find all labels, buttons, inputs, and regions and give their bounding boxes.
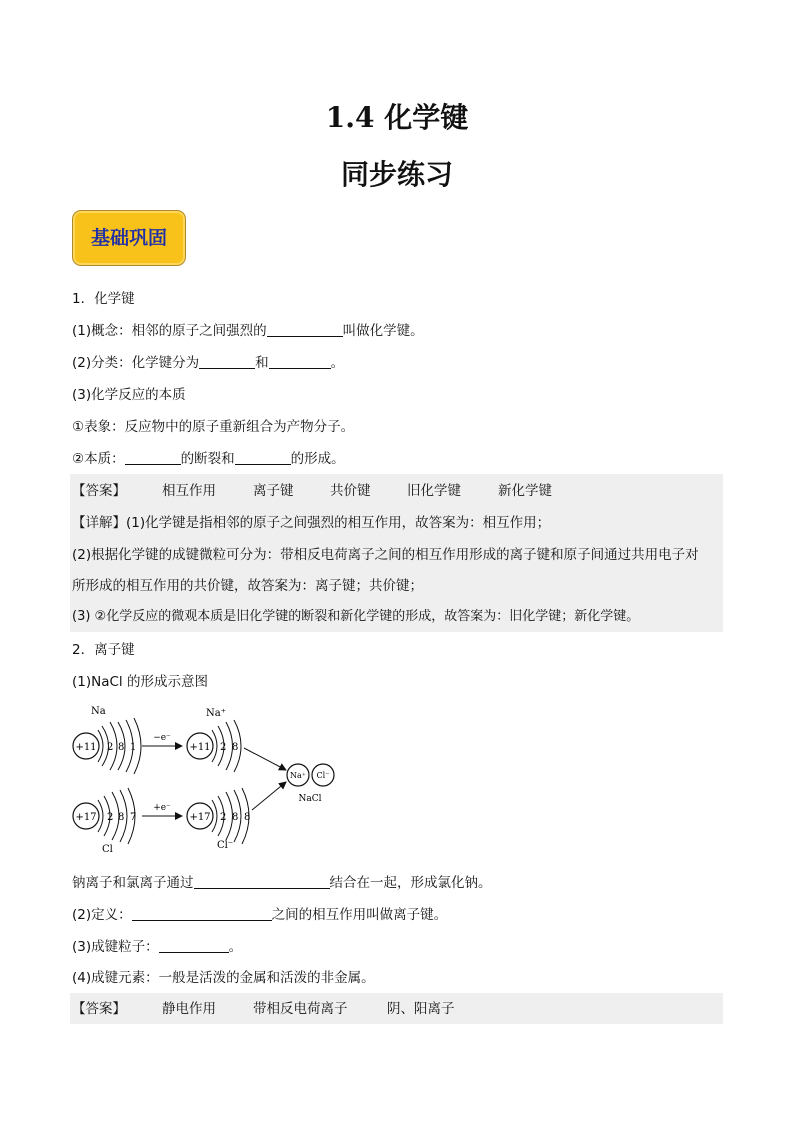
q1-heading: 1．化学键	[72, 291, 135, 307]
cl-ion-nucleus-charge: +17	[189, 812, 211, 823]
q1-detail-line: (3) ②化学反应的微观本质是旧化学键的断裂和新化学键的形成，故答案为：旧化学键；新化学键。	[72, 609, 640, 624]
fill-blank	[199, 354, 255, 369]
shell-count: 2	[220, 812, 227, 823]
page-subtitle: 同步练习	[340, 158, 453, 191]
fill-blank	[194, 874, 330, 889]
shell-count: 7	[130, 812, 137, 823]
shell-count: 2	[107, 812, 114, 823]
q2-heading: 2．离子键	[72, 642, 135, 658]
answer-label: 【答案】	[72, 1001, 126, 1017]
fill-blank	[132, 906, 272, 921]
q1-answer-row	[72, 482, 552, 500]
answer-item: 离子键	[253, 483, 294, 499]
section-badge-label: 基础巩固	[90, 227, 167, 249]
product-na-label: Na⁺	[290, 771, 306, 780]
q2-line-definition	[72, 906, 447, 924]
cl-nucleus-charge: +17	[75, 812, 97, 823]
shell-count: 1	[130, 742, 137, 753]
cl-atom-label: Cl	[102, 844, 113, 855]
q1-detail-line: (2)根据化学键的成键微粒可分为：带相反电荷离子之间的相互作用形成的离子键和原子间通过共用电子对	[72, 547, 699, 563]
q1-line-essence	[72, 450, 345, 468]
answer-item: 阴、阳离子	[387, 1001, 455, 1017]
shell-count: 8	[118, 812, 125, 823]
answer-item: 共价键	[330, 483, 371, 499]
q1-line-essence-heading: (3)化学反应的本质	[72, 387, 186, 403]
page-title: 1.4 化学键	[325, 101, 469, 134]
q2-line-elements: (4)成键元素：一般是活泼的金属和活泼的非金属。	[72, 970, 375, 986]
text: 之间的相互作用叫做离子键。	[271, 907, 448, 923]
cl-ion-label: Cl⁻	[217, 840, 234, 851]
text: 。	[228, 939, 243, 955]
shell-count: 2	[107, 742, 114, 753]
shell-count: 8	[232, 812, 239, 823]
shell-count: 2	[220, 742, 227, 753]
na-atom-label: Na	[91, 706, 106, 717]
gain-electron-label: +e⁻	[153, 803, 171, 813]
shell-count: 8	[244, 812, 251, 823]
text: 。	[330, 355, 345, 371]
fill-blank	[125, 450, 181, 465]
fill-blank	[159, 938, 229, 953]
lose-electron-label: −e⁻	[153, 733, 171, 743]
text: 叫做化学键。	[342, 323, 424, 339]
na-ion-nucleus-charge: +11	[189, 742, 211, 753]
na-ion-label: Na⁺	[206, 708, 226, 719]
text: (1)概念：相邻的原子之间强烈的	[72, 323, 267, 339]
answer-label: 【答案】	[72, 483, 126, 499]
text: 钠离子和氯离子通过	[72, 875, 194, 891]
q1-line-concept	[72, 322, 424, 340]
q2-line-diagram-caption: (1)NaCl 的形成示意图	[72, 674, 208, 690]
na-nucleus-charge: +11	[75, 742, 97, 753]
text: 结合在一起，形成氯化钠。	[329, 875, 492, 891]
text: (2)分类：化学键分为	[72, 355, 200, 371]
answer-item: 相互作用	[162, 483, 216, 499]
product-formula: NaCl	[298, 794, 322, 804]
answer-item: 旧化学键	[407, 483, 461, 499]
product-cl-label: Cl⁻	[316, 771, 330, 780]
text: (3)成键粒子：	[72, 939, 159, 955]
q1-line-appearance: ①表象：反应物中的原子重新组合为产物分子。	[72, 419, 355, 435]
fill-blank	[267, 322, 343, 337]
fill-blank	[269, 354, 331, 369]
q2-line-bonding	[72, 874, 492, 892]
nacl-formation-diagram	[60, 700, 360, 860]
q2-line-particles	[72, 938, 242, 956]
text: 的断裂和	[180, 451, 235, 467]
answer-item: 静电作用	[162, 1001, 216, 1017]
text: 和	[255, 355, 269, 371]
text: 的形成。	[290, 451, 345, 467]
answer-item: 带相反电荷离子	[253, 1001, 348, 1017]
q2-answer-row	[72, 1000, 455, 1018]
q1-detail-line: 【详解】(1)化学键是指相邻的原子之间强烈的相互作用，故答案为：相互作用；	[72, 515, 551, 531]
text: (2)定义：	[72, 907, 132, 923]
fill-blank	[235, 450, 291, 465]
text: ②本质：	[72, 451, 125, 467]
q1-line-classification	[72, 354, 344, 372]
shell-count: 8	[232, 742, 239, 753]
answer-item: 新化学键	[498, 483, 552, 499]
q1-detail-line: 所形成的相互作用的共价键，故答案为：离子键；共价键；	[72, 578, 423, 594]
section-badge	[72, 210, 186, 266]
shell-count: 8	[118, 742, 125, 753]
